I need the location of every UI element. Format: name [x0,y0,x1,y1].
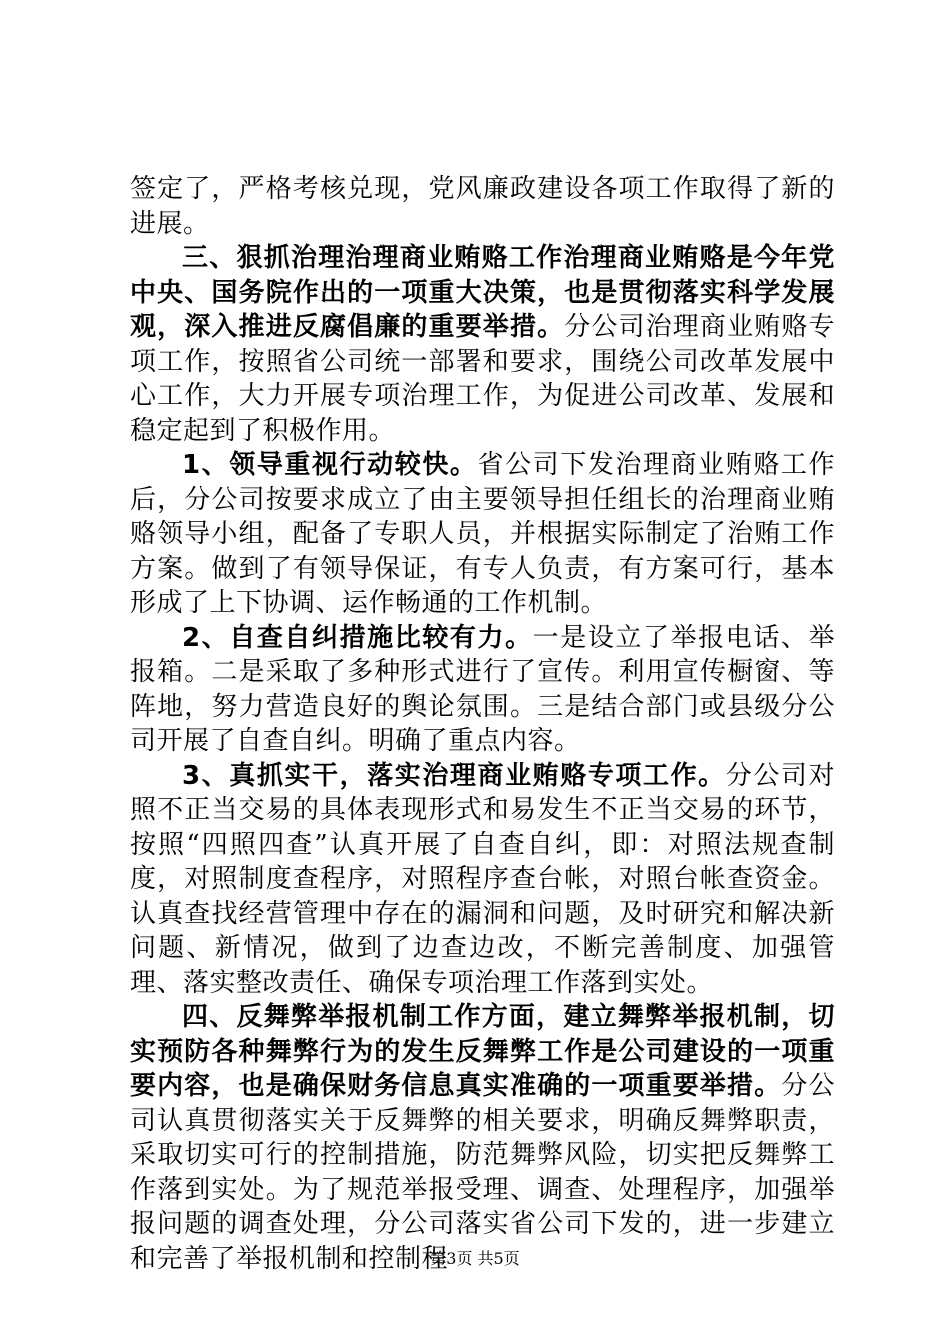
page-indicator: 第3页 共5页 [430,1249,520,1268]
paragraph-text: 省公司下发治理商业贿赂工作后，分公司按要求成立了由主要领导担任组长的治理商业贿赂领导小组，配备了专职人员，并根据实际制定了治贿工作方案。做到了有领导保证，有专人负责，有方案可行，基本形成了上下协调、运作畅通的工作机制。 [130,450,835,618]
paragraph-continuation [130,172,835,241]
item-heading: 2、自查自纠措施比较有力。 [182,622,533,653]
section-heading: 四、反舞弊举报机制工作方面，建立舞弊举报机制，切实预防各种舞弊行为的发生反舞弊工作是公司建设的一项重要内容，也是确保财务信息真实准确的一项重要举措。 [130,1002,835,1101]
paragraph-text: 分公司对照不正当交易的具体表现形式和易发生不正当交易的环节，按照“四照四查”认真开展了自查自纠，即：对照法规查制度，对照制度查程序，对照程序查台帐，对照台帐查资金。认真查找经营管理中存在的漏洞和问题，及时研究和解决新问题、新情况，做到了边查边改，不断完善制度、加强管理、落实整改责任、确保专项治理工作落到实处。 [130,760,835,998]
paragraph-item-two [130,621,835,759]
paragraph-text: 签定了，严格考核兑现，党风廉政建设各项工作取得了新的进展。 [130,174,835,239]
paragraph-section-three [130,241,835,448]
paragraph-text: 一是设立了举报电话、举报箱。二是采取了多种形式进行了宣传。利用宣传橱窗、等阵地，努力营造良好的舆论氛围。三是结合部门或县级分公司开展了自查自纠。明确了重点内容。 [130,622,835,756]
paragraph-item-three [130,759,835,1001]
item-heading: 1、领导重视行动较快。 [182,450,478,480]
paragraph-text: 分公司认真贯彻落实关于反舞弊的相关要求，明确反舞弊职责，采取切实可行的控制措施，防范舞弊风险，切实把反舞弊工作落到实处。为了规范举报受理、调查、处理程序，加强举报问题的调查处理，分公司落实省公司下发的，进一步建立和完善了举报机制和控制程 [130,1071,835,1274]
item-heading: 3、真抓实干，落实治理商业贿赂专项工作。 [182,760,726,791]
document-body [130,172,835,1276]
page-footer [0,1246,950,1269]
paragraph-item-one [130,448,835,621]
section-heading: 三、狠抓治理治理商业贿赂工作治理商业贿赂是今年党中央、国务院作出的一项重大决策，也是贯彻落实科学发展观，深入推进反腐倡廉的重要举措。 [130,243,835,342]
paragraph-section-four [130,1000,835,1276]
paragraph-text: 分公司治理商业贿赂专项工作，按照省公司统一部署和要求，围绕公司改革发展中心工作，大力开展专项治理工作，为促进公司改革、发展和稳定起到了积极作用。 [130,312,835,446]
